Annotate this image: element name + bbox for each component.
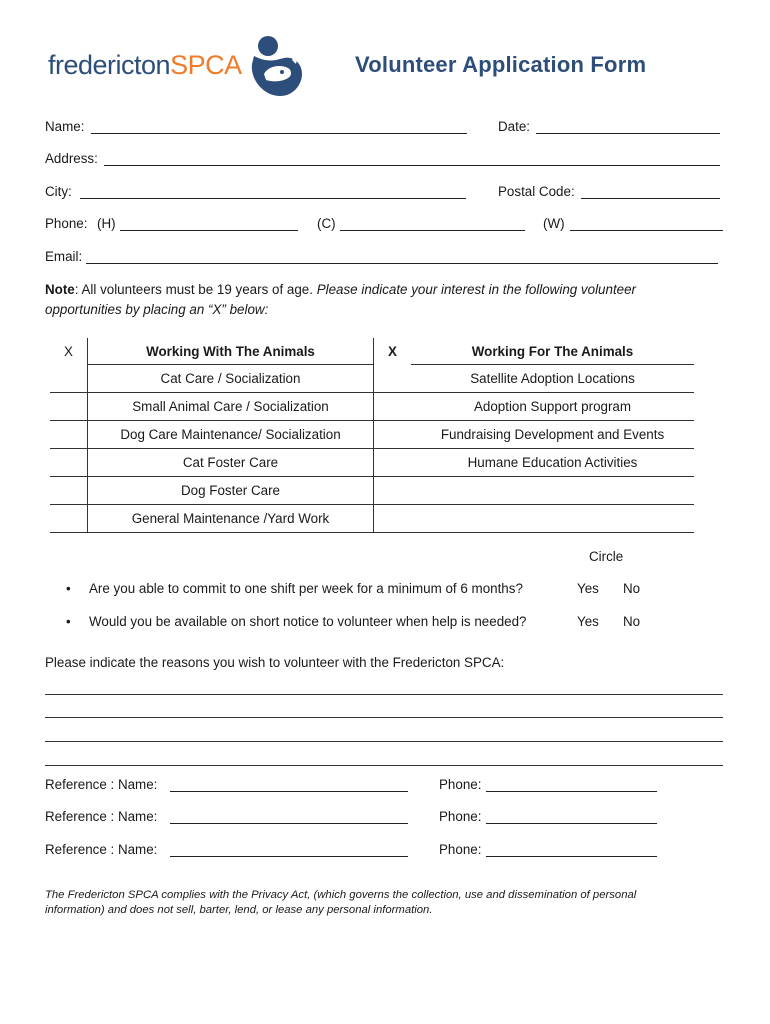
opportunities-table xyxy=(50,338,694,533)
reference-name-field[interactable] xyxy=(170,856,408,857)
checkbox-cell[interactable] xyxy=(50,505,88,533)
phone-cell-label: (C) xyxy=(317,216,336,231)
reference-phone-label: Phone: xyxy=(439,809,482,824)
checkbox-cell[interactable] xyxy=(50,393,88,421)
no-option[interactable]: No xyxy=(623,614,641,629)
opportunity-cell: Fundraising Development and Events xyxy=(411,421,694,449)
checkbox-cell[interactable] xyxy=(50,477,88,505)
city-field[interactable] xyxy=(80,198,466,199)
yes-option[interactable]: Yes xyxy=(577,614,599,629)
checkbox-cell[interactable] xyxy=(50,449,88,477)
opportunity-cell: Cat Care / Socialization xyxy=(88,365,374,393)
email-field[interactable] xyxy=(86,263,718,264)
checkbox-cell[interactable] xyxy=(374,421,412,449)
note-label: Note xyxy=(45,282,75,297)
opportunity-cell: Small Animal Care / Socialization xyxy=(88,393,374,421)
opportunity-cell: Cat Foster Care xyxy=(88,449,374,477)
name-label: Name: xyxy=(45,119,85,134)
opportunity-cell xyxy=(411,505,694,533)
circle-label: Circle xyxy=(589,549,624,564)
phone-work-field[interactable] xyxy=(570,230,723,231)
logo-text-fredericton: fredericton xyxy=(48,50,171,80)
question-text: Are you able to commit to one shift per week for a minimum of 6 months? xyxy=(89,581,523,596)
date-label: Date: xyxy=(498,119,531,134)
reasons-prompt: Please indicate the reasons you wish to volunteer with the Fredericton SPCA: xyxy=(45,655,505,670)
phone-cell-field[interactable] xyxy=(340,230,525,231)
phone-home-label: (H) xyxy=(97,216,116,231)
question-text: Would you be available on short notice to volunteer when help is needed? xyxy=(89,614,527,629)
reference-name-field[interactable] xyxy=(170,791,408,792)
reference-phone-field[interactable] xyxy=(486,823,657,824)
table-row xyxy=(50,505,694,533)
phone-work-label: (W) xyxy=(543,216,565,231)
table-row xyxy=(50,449,694,477)
city-label: City: xyxy=(45,184,72,199)
privacy-notice: The Fredericton SPCA complies with the Privacy Act, (which governs the collection, use and dissemination of personal information) and does not sell, barter, lend, or lease any personal information. xyxy=(45,889,637,916)
reference-name-label: Reference : Name: xyxy=(45,777,158,792)
note-text: : All volunteers must be 19 years of age. xyxy=(74,282,317,297)
reasons-line[interactable] xyxy=(45,741,723,742)
table-row xyxy=(50,421,694,449)
table-row xyxy=(50,477,694,505)
address-label: Address: xyxy=(45,151,98,166)
spca-logo-icon xyxy=(246,34,306,100)
reasons-line[interactable] xyxy=(45,717,723,718)
postal-code-label: Postal Code: xyxy=(498,184,575,199)
name-field[interactable] xyxy=(91,133,467,134)
checkbox-cell[interactable] xyxy=(50,365,88,393)
reasons-line[interactable] xyxy=(45,765,723,766)
table-header-row xyxy=(50,338,694,365)
reference-name-label: Reference : Name: xyxy=(45,842,158,857)
opportunity-cell: Dog Care Maintenance/ Socialization xyxy=(88,421,374,449)
table-row xyxy=(50,393,694,421)
working-with-header: Working With The Animals xyxy=(88,338,374,365)
address-field[interactable] xyxy=(104,165,720,166)
phone-label: Phone: xyxy=(45,216,88,231)
reference-phone-label: Phone: xyxy=(439,777,482,792)
opportunity-cell: General Maintenance /Yard Work xyxy=(88,505,374,533)
x-column-header: X xyxy=(50,338,88,365)
x-column-header: X xyxy=(388,343,397,359)
checkbox-cell[interactable] xyxy=(374,505,412,533)
bullet-icon: • xyxy=(66,581,71,596)
logo-wordmark xyxy=(48,50,242,81)
logo-text-spca: SPCA xyxy=(170,50,242,80)
checkbox-cell[interactable] xyxy=(50,421,88,449)
opportunity-cell: Dog Foster Care xyxy=(88,477,374,505)
yes-option[interactable]: Yes xyxy=(577,581,599,596)
checkbox-cell[interactable] xyxy=(374,365,412,393)
opportunity-cell: Satellite Adoption Locations xyxy=(411,365,694,393)
reference-phone-label: Phone: xyxy=(439,842,482,857)
note-instruction: Please indicate your interest in the following volunteer opportunities by placing an “X” below: xyxy=(45,282,637,317)
phone-home-field[interactable] xyxy=(120,230,298,231)
postal-code-field[interactable] xyxy=(581,198,720,199)
reference-name-label: Reference : Name: xyxy=(45,809,158,824)
page-title: Volunteer Application Form xyxy=(355,52,647,77)
no-option[interactable]: No xyxy=(623,581,641,596)
bullet-icon: • xyxy=(66,614,71,629)
reference-name-field[interactable] xyxy=(170,823,408,824)
date-field[interactable] xyxy=(536,133,720,134)
reference-phone-field[interactable] xyxy=(486,791,657,792)
opportunity-cell xyxy=(411,477,694,505)
checkbox-cell[interactable] xyxy=(374,477,412,505)
reference-phone-field[interactable] xyxy=(486,856,657,857)
checkbox-cell[interactable] xyxy=(374,393,412,421)
opportunity-cell: Adoption Support program xyxy=(411,393,694,421)
age-note xyxy=(45,280,685,320)
working-for-header: Working For The Animals xyxy=(411,338,694,365)
table-row xyxy=(50,365,694,393)
opportunity-cell: Humane Education Activities xyxy=(411,449,694,477)
checkbox-cell[interactable] xyxy=(374,449,412,477)
email-label: Email: xyxy=(45,249,83,264)
reasons-line[interactable] xyxy=(45,694,723,695)
